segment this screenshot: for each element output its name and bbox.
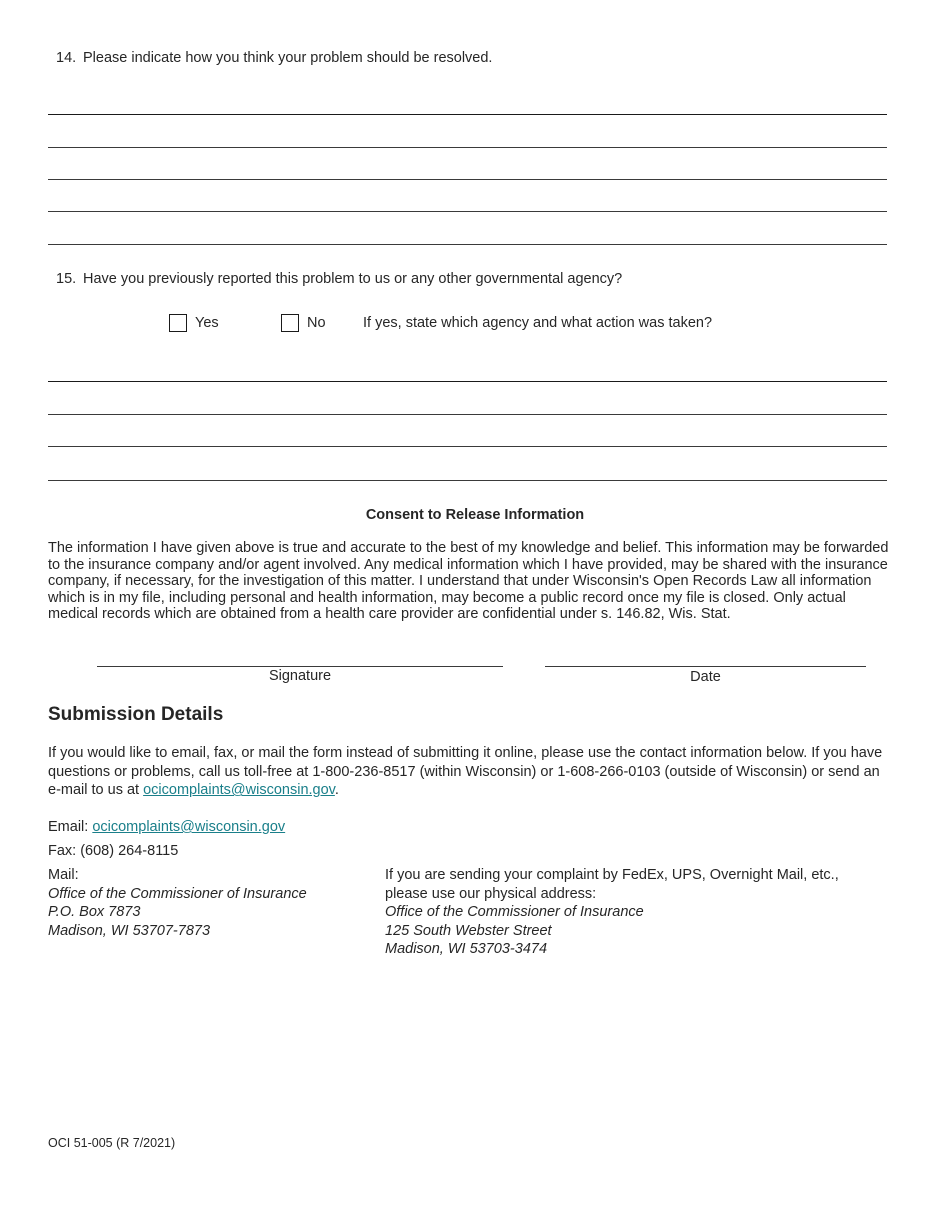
mail-address-line: Office of the Commissioner of Insurance (48, 885, 307, 902)
submission-intro-end: . (334, 782, 339, 799)
answer-line (48, 381, 887, 382)
signature-label: Signature (268, 668, 332, 684)
answer-line (48, 480, 887, 481)
yes-checkbox[interactable] (169, 314, 187, 332)
question-15-number: 15. (56, 271, 77, 287)
physical-address-line: Office of the Commissioner of Insurance (385, 904, 644, 921)
physical-address-intro: If you are sending your complaint by FedEx, UPS, Overnight Mail, etc., please use our physical address: (385, 867, 839, 902)
date-label: Date (690, 669, 721, 685)
mail-label: Mail: (48, 867, 79, 883)
submission-heading: Submission Details (48, 704, 224, 725)
no-checkbox[interactable] (281, 314, 299, 332)
submission-intro (48, 744, 890, 800)
answer-line (48, 446, 887, 447)
email-link[interactable]: ocicomplaints@wisconsin.gov (92, 819, 286, 835)
signature-line[interactable] (97, 666, 503, 667)
yes-label: Yes (195, 315, 219, 331)
question-14-number: 14. (56, 50, 77, 66)
physical-address-block (385, 866, 885, 959)
mail-address-line: P.O. Box 7873 (48, 904, 141, 921)
answer-line (48, 147, 887, 148)
fax-line: Fax: (608) 264-8115 (48, 843, 179, 859)
answer-line (48, 179, 887, 180)
physical-address-line: 125 South Webster Street (385, 922, 552, 939)
mail-address-line: Madison, WI 53707-7873 (48, 922, 211, 939)
physical-address-line: Madison, WI 53703-3474 (385, 941, 548, 958)
form-id: OCI 51-005 (R 7/2021) (48, 1136, 176, 1150)
question-15-text: Have you previously reported this problem to us or any other governmental agency? (83, 271, 623, 287)
question-14-text: Please indicate how you think your problem should be resolved. (83, 50, 493, 66)
agency-followup-prompt: If yes, state which agency and what action was taken? (363, 315, 713, 331)
intro-email-link[interactable]: ocicomplaints@wisconsin.gov (143, 782, 335, 799)
email-line (48, 818, 285, 837)
answer-line (48, 211, 887, 212)
date-line[interactable] (545, 666, 866, 667)
answer-line (48, 414, 887, 415)
email-label: Email: (48, 819, 93, 835)
submission-intro-text: If you would like to email, fax, or mail the form instead of submitting it online, please use the contact information below. If you have questions or problems, call us toll-free at 1-800-236-8517 (within Wisconsin) or 1-608-266-0103 (outside of Wisconsin) or send an e-mail to us at (48, 745, 883, 799)
consent-body: The information I have given above is true and accurate to the best of my knowledge and belief. This information may be forwarded to the insurance company and/or agent involved. Any medical information which I have provided, may be shared with the insurance company, if necessary, for the investigation of this matter. I understand that under Wisconsin's Open Records Law all information which is in my file, including personal and health information, may become a public record once my file is closed. Only actual medical records which are obtained from a health care provider are confidential under s. 146.82, Wis. Stat. (48, 540, 889, 623)
answer-line (48, 114, 887, 115)
consent-title: Consent to Release Information (365, 507, 585, 523)
no-label: No (307, 315, 326, 331)
mail-address-block (48, 866, 368, 940)
answer-line (48, 244, 887, 245)
